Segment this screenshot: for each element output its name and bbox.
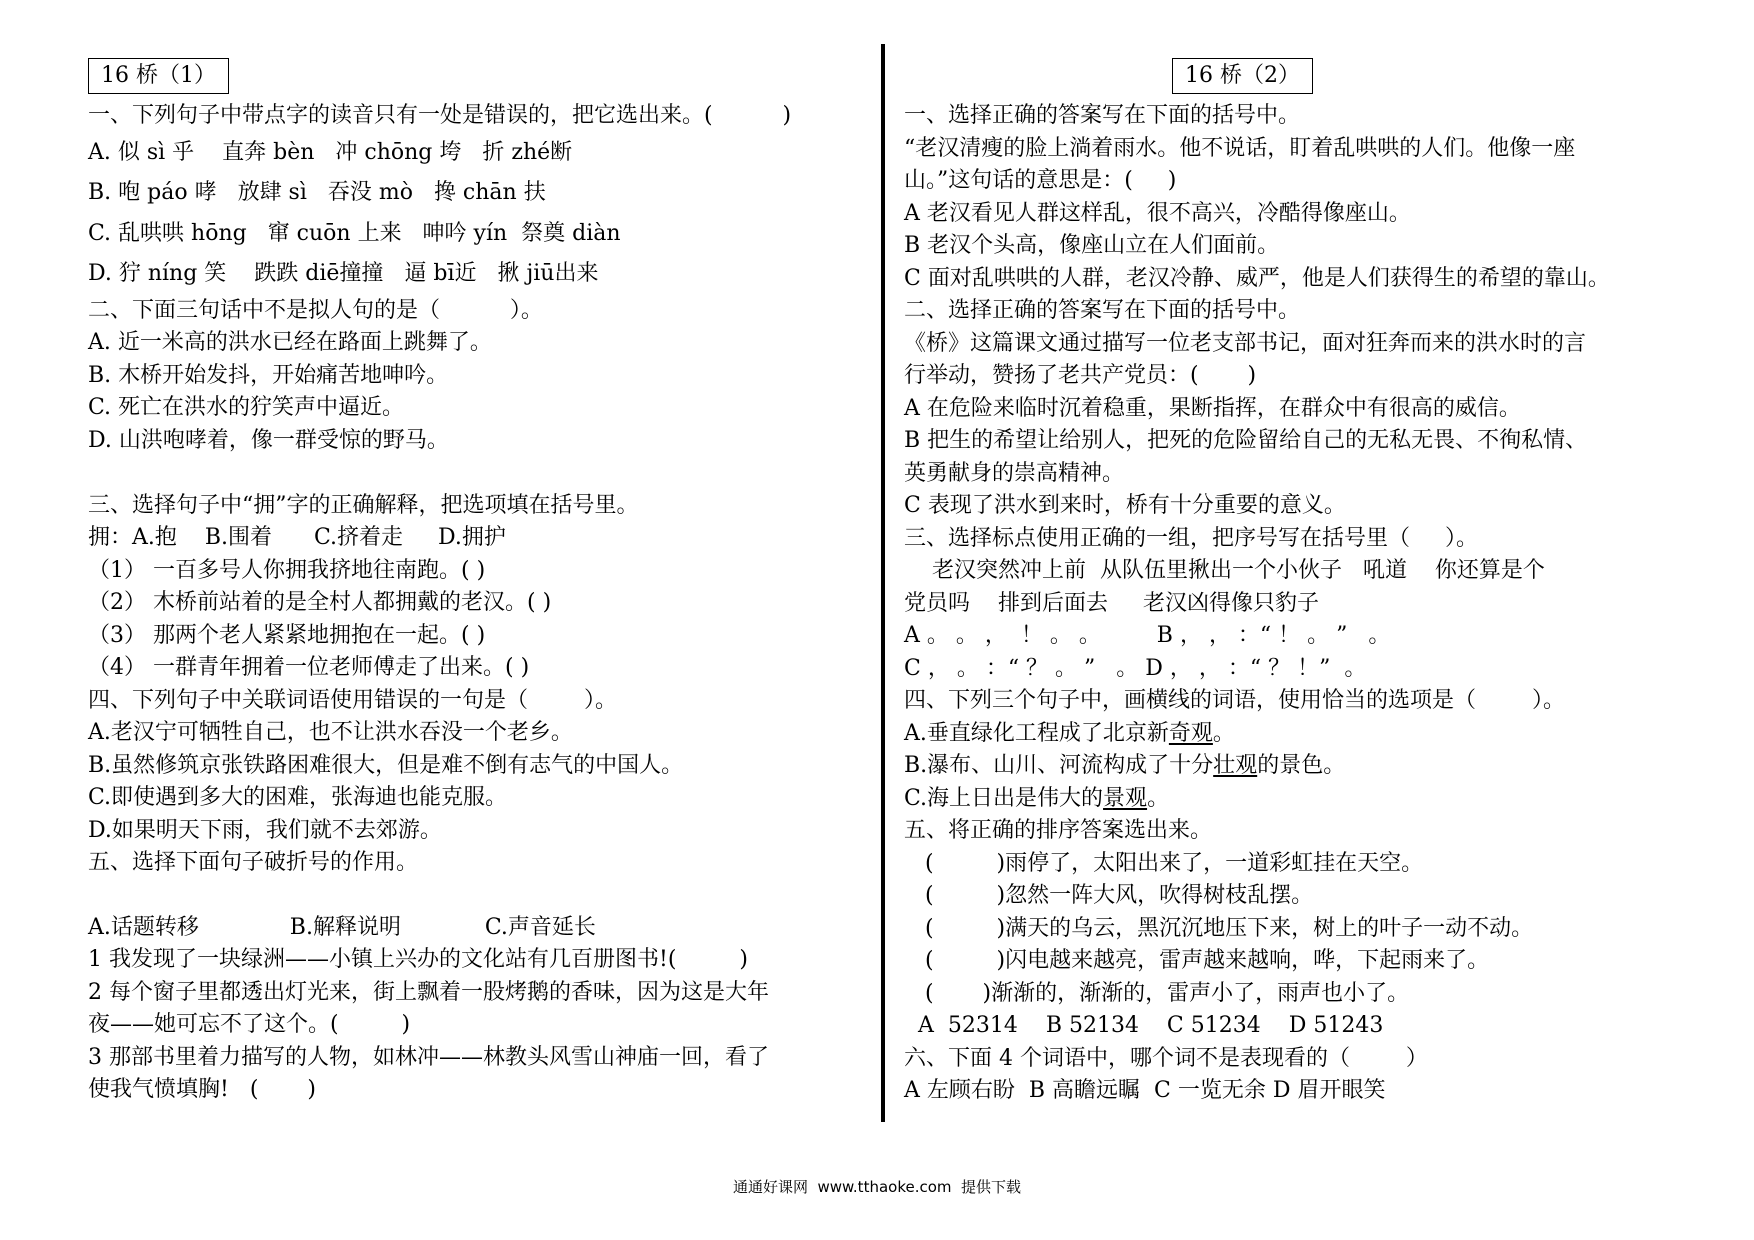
question-line: 三、选择句子中“拥”字的正确解释，把选项填在括号里。 (88, 492, 639, 518)
question-line: B 把生的希望让给别人，把死的危险留给自己的无私无畏、不徇私情、 (904, 428, 1588, 453)
option-sentence-c: C.海上日出是伟大的景观。 (904, 785, 1170, 811)
question-line: A. 近一米高的洪水已经在路面上跳舞了。 (88, 330, 492, 355)
question-line: 行举动，赞扬了老共产党员：( ) (904, 363, 1257, 388)
question-line: A 。 。 ， ！ 。 。 B ， ， ：“ ！ 。 ” 。 (904, 623, 1391, 648)
question-line: “老汉清瘦的脸上淌着雨水。他不说话，盯着乱哄哄的人们。他像一座 (904, 135, 1576, 161)
question-line: D. 狞 níng 笑 跌跌 diē撞撞 逼 bī近 揪 jiū出来 (88, 261, 599, 286)
question-line: 三、选择标点使用正确的一组，把序号写在括号里（ ）。 (904, 525, 1478, 551)
question-line: A 52314 B 52134 C 51234 D 51243 (904, 1013, 1384, 1038)
question-line: C.即使遇到多大的困难，张海迪也能克服。 (88, 785, 508, 810)
question-line: ( )忽然一阵大风，吹得树枝乱摆。 (904, 883, 1314, 908)
question-line: A. 似 sì 乎 直奔 bèn 冲 chōng 垮 折 zhé断 (88, 139, 573, 165)
question-line: （4） 一群青年拥着一位老师傅走了出来。( ) (88, 655, 530, 680)
question-line: 拥：A.抱 B.围着 C.挤着走 D.拥护 (88, 525, 506, 550)
question-line: 二、选择正确的答案写在下面的括号中。 (904, 298, 1301, 323)
question-line: 一、下列句子中带点字的读音只有一处是错误的，把它选出来。( ) (88, 103, 792, 128)
question-line: A 左顾右盼 B 高瞻远瞩 C 一览无余 D 眉开眼笑 (904, 1078, 1386, 1103)
question-line: 使我气愤填胸! ( ) (88, 1077, 316, 1102)
question-line: A 在危险来临时沉着稳重，果断指挥，在群众中有很高的威信。 (904, 395, 1521, 421)
question-line: ( )闪电越来越亮，雷声越来越响，哗，下起雨来了。 (904, 948, 1490, 973)
question-line: B.虽然修筑京张铁路困难很大，但是难不倒有志气的中国人。 (88, 752, 684, 778)
question-line: 四、下列三个句子中，画横线的词语，使用恰当的选项是（ ）。 (904, 688, 1565, 713)
underlined-word: 壮观 (1213, 753, 1258, 778)
question-line: A 老汉看见人群这样乱，很不高兴，冷酷得像座山。 (904, 200, 1411, 226)
question-line: （3） 那两个老人紧紧地拥抱在一起。( ) (88, 622, 486, 648)
footer-credit: 通通好课网 www.tthaoke.com 提供下载 (732, 1178, 1022, 1196)
question-line: C. 死亡在洪水的狞笑声中逼近。 (88, 395, 405, 420)
worksheet-left (88, 58, 868, 1107)
question-line: ( )雨停了，太阳出来了，一道彩虹挂在天空。 (904, 850, 1424, 876)
question-line: 二、下面三句话中不是拟人句的是（ ）。 (88, 297, 543, 323)
question-line: D.如果明天下雨，我们就不去郊游。 (88, 817, 442, 843)
worksheet-title: 16 桥（1） (88, 58, 229, 94)
option-sentence-b: B.瀑布、山川、河流构成了十分壮观的景色。 (904, 753, 1346, 778)
underlined-word: 景观 (1103, 785, 1148, 811)
question-line: （2） 木桥前站着的是全村人都拥戴的老汉。( ) (88, 590, 552, 615)
question-line: 1 我发现了一块绿洲——小镇上兴办的文化站有几百册图书!( ) (88, 947, 748, 972)
question-line: D. 山洪咆哮着，像一群受惊的野马。 (88, 427, 449, 453)
worksheet-title: 16 桥（2） (1172, 58, 1313, 94)
question-line: ( )满天的乌云，黑沉沉地压下来，树上的叶子一动不动。 (904, 915, 1534, 941)
question-line: 2 每个窗子里都透出灯光来，街上飘着一股烤鹅的香味，因为这是大年 (88, 979, 769, 1005)
option-sentence-a: A.垂直绿化工程成了北京新奇观。 (904, 720, 1235, 746)
question-line: A.话题转移 B.解释说明 C.声音延长 (88, 914, 596, 940)
worksheet-right (904, 58, 1684, 1108)
question-line: 3 那部书里着力描写的人物，如林冲——林教头风雪山神庙一回，看了 (88, 1044, 769, 1070)
question-line: C 面对乱哄哄的人群，老汉冷静、威严，他是人们获得生的希望的靠山。 (904, 265, 1610, 291)
question-line: 山。”这句话的意思是：( ) (904, 168, 1177, 193)
question-line: C ， 。 ：“ ？ 。 ” 。 D ， ， ：“ ？ ！” 。 (904, 655, 1367, 681)
question-line: （1） 一百多号人你拥我挤地往南跑。( ) (88, 557, 486, 583)
question-line: C 表现了洪水到来时，桥有十分重要的意义。 (904, 493, 1346, 518)
question-line: 夜——她可忘不了这个。( ) (88, 1012, 411, 1037)
question-line: 六、下面 4 个词语中，哪个词不是表现看的（ ） (904, 1045, 1428, 1071)
question-line: B. 木桥开始发抖，开始痛苦地呻吟。 (88, 362, 449, 388)
question-line: 党员吗 排到后面去 老汉凶得像只豹子 (904, 590, 1319, 616)
question-line: 一、选择正确的答案写在下面的括号中。 (904, 103, 1301, 128)
column-divider (881, 44, 885, 1122)
question-line: 英勇献身的崇高精神。 (904, 460, 1125, 486)
question-line: ( )渐渐的，渐渐的，雷声小了，雨声也小了。 (904, 980, 1410, 1006)
question-line: 《桥》这篇课文通过描写一位老支部书记，面对狂奔而来的洪水时的言 (904, 330, 1587, 356)
underlined-word: 奇观 (1168, 720, 1213, 746)
question-line: 老汉突然冲上前 从队伍里揪出一个小伙子 吼道 你还算是个 (904, 558, 1545, 583)
question-line: A.老汉宁可牺牲自己，也不让洪水吞没一个老乡。 (88, 720, 573, 745)
question-line: 五、选择下面句子破折号的作用。 (88, 850, 419, 875)
question-line: B. 咆 páo 哮 放肆 sì 吞没 mò 搀 chān 扶 (88, 180, 546, 205)
question-line: 四、下列句子中关联词语使用错误的一句是（ ）。 (88, 687, 617, 713)
question-line: B 老汉个头高，像座山立在人们面前。 (904, 233, 1280, 258)
question-line: 五、将正确的排序答案选出来。 (904, 818, 1213, 843)
question-line: C. 乱哄哄 hōng 窜 cuōn 上来 呻吟 yín 祭奠 diàn (88, 220, 621, 246)
